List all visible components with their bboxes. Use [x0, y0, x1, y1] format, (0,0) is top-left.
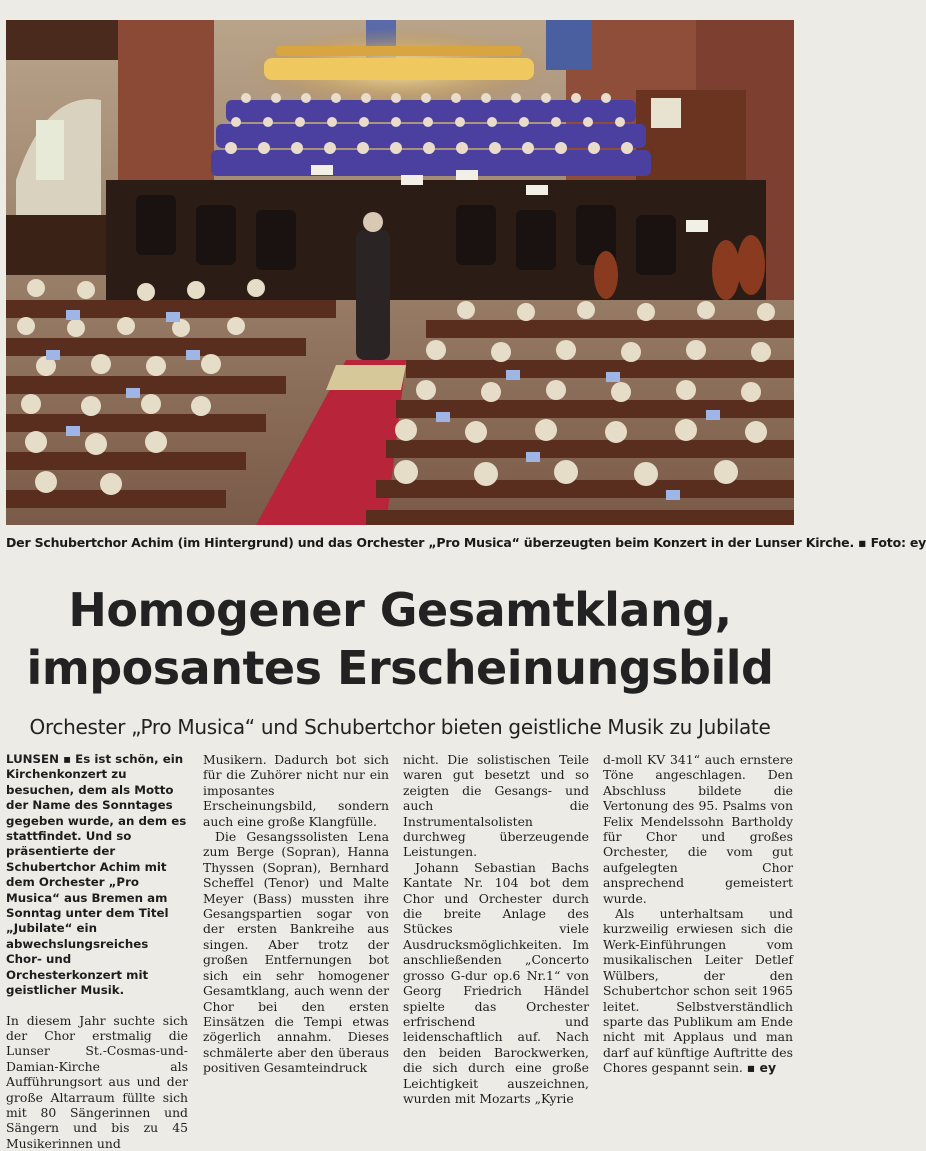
article-lead: LUNSEN ▪ Es ist schön, ein Kirchenkonzert zu besuchen, dem als Motto der Name des Sonntages gegeben wurde, an dem es stattfindet. Und so präsentierte der Schubertchor Achim mit dem Orchester „Pro Musica“ aus Bremen am Sonntag unter dem Titel „Jubilate“ ein abwechslungsreiches Chor- und Orchesterkonzert mit geistlicher Musik. — [6, 752, 188, 999]
article-paragraph: Die Gesangssolisten Lena zum Berge (Sopran), Hanna Thyssen (Sopran), Bernhard Scheffel (Tenor) und Malte Meyer (Bass) mussten ihre Gesangspartien sogar von der ersten Bankreihe aus singen. Aber trotz der großen Entfernungen bot sich ein sehr homogener Gesamtklang, auch wenn der Chor bei den ersten Einsätzen die Tempi etwas zögerlich annahm. Dieses schmälerte aber den überaus positiven Gesamteindruck — [203, 829, 389, 1076]
subheadline: Orchester „Pro Musica“ und Schubertchor bieten geistliche Musik zu Jubilate — [0, 715, 800, 739]
article-paragraph: d-moll KV 341“ auch ernstere Töne angeschlagen. Den Abschluss bildete die Vertonung des 95. Psalms von Felix Mendelssohn Bartholdy für Chor und großes Orchester, die vom gut aufgelegten Chor ansprechend gemeistert wurde. — [603, 752, 793, 906]
article-column-4 — [603, 752, 793, 1076]
author-signature: ▪ ey — [747, 1060, 776, 1075]
article-column-2 — [203, 752, 389, 1076]
headline-line-1: Homogener Gesamtklang, — [0, 582, 800, 638]
article-paragraph: In diesem Jahr suchte sich der Chor erstmalig die Lunser St.-Cosmas-und-Damian-Kirche als Aufführungsort aus und der große Altarraum füllte sich mit 80 Sängerinnen und Sängern und bis zu 45 Musikerinnen und — [6, 1013, 188, 1151]
article-column-3 — [403, 752, 589, 1106]
article-paragraph: Musikern. Dadurch bot sich für die Zuhörer nicht nur ein imposantes Erscheinungsbild, sondern auch eine große Klangfülle. — [203, 752, 389, 829]
article-paragraph: Johann Sebastian Bachs Kantate Nr. 104 bot dem Chor und Orchester durch die breite Anlage des Stückes viele Ausdrucksmöglichkeiten. Im anschließenden „Concerto grosso G-dur op.6 Nr.1“ von Georg Friedrich Händel spielte das Orchester erfrischend und leidenschaftlich auf. Nach den beiden Barockwerken, die sich durch eine große Leichtigkeit auszeichnen, wurden mit Mozarts „Kyrie — [403, 860, 589, 1107]
article-column-1 — [6, 752, 188, 1151]
concert-photo — [6, 20, 794, 525]
photo-caption: Der Schubertchor Achim (im Hintergrund) und das Orchester „Pro Musica“ überzeugten beim Konzert in der Lunser Kirche. ▪ Foto: ey — [6, 535, 794, 550]
article-paragraph — [603, 906, 793, 1075]
headline-line-2: imposantes Erscheinungsbild — [0, 640, 800, 696]
article-paragraph: nicht. Die solistischen Teile waren gut besetzt und so zeigten die Gesangs- und auch die Instrumentalsolisten durchweg überzeugende Leistungen. — [403, 752, 589, 860]
article-paragraph-text: Als unterhaltsam und kurzweilig erwiesen sich die Werk-Einführungen vom musikalischen Leiter Detlef Wülbers, der den Schubertchor schon seit 1965 leitet. Selbstverständlich sparte das Publikum am Ende nicht mit Applaus und man darf auf künftige Auftritte des Chores gespannt sein. — [603, 906, 793, 1075]
